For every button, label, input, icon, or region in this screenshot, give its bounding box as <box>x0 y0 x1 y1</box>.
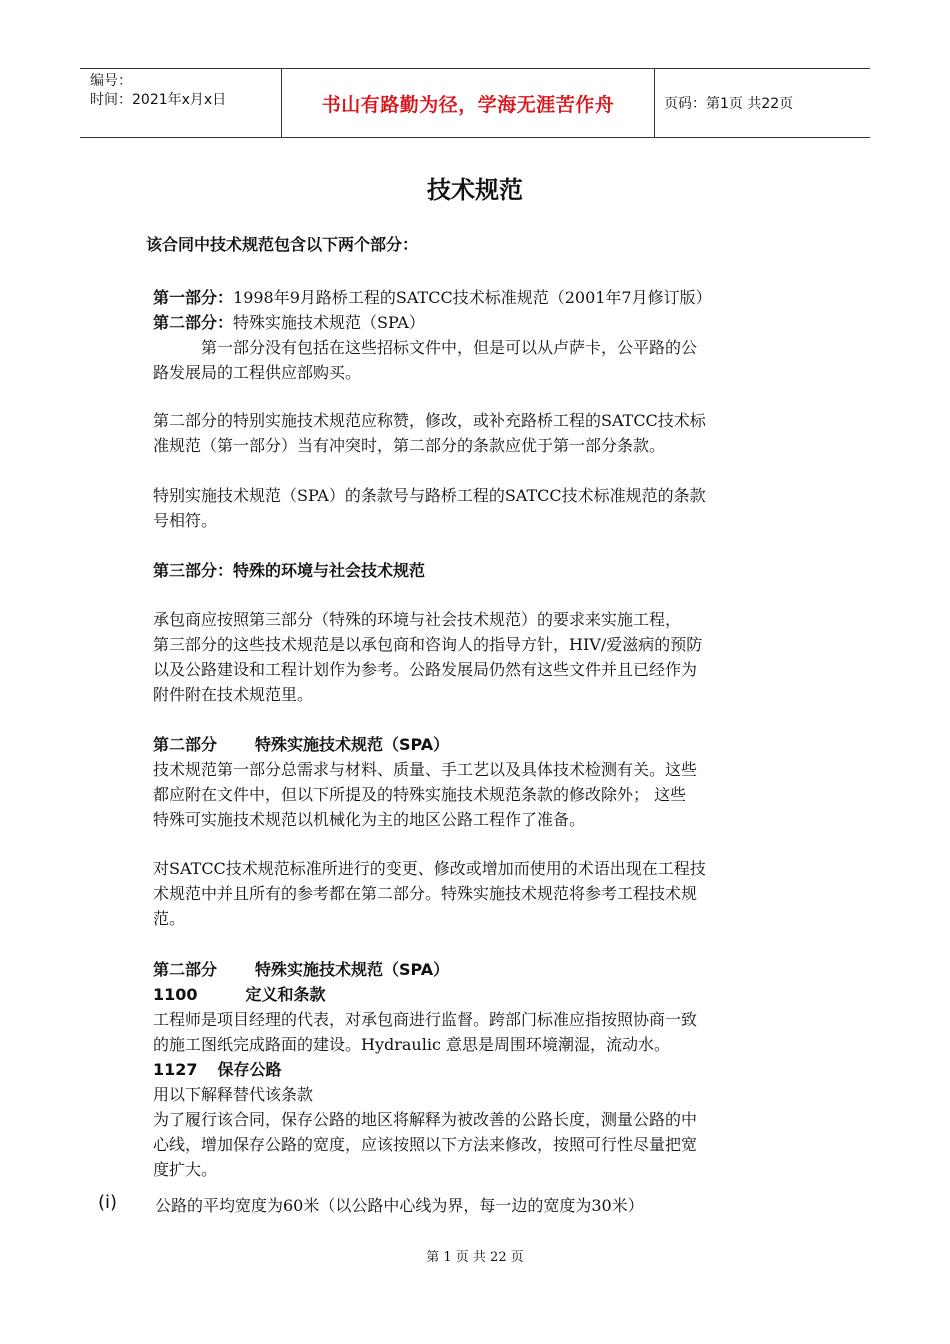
part1-text: 1998年9月路桥工程的SATCC技术标准规范（2001年7月修订版） <box>233 288 712 307</box>
section2-heading-b-text: 特殊实施技术规范（SPA） <box>255 960 450 979</box>
clause-1127-heading <box>153 1057 813 1082</box>
item-i-text: 公路的平均宽度为60米（以公路中心线为界，每一边的宽度为30米） <box>155 1196 644 1215</box>
section2-heading-a-text: 特殊实施技术规范（SPA） <box>255 735 450 754</box>
para6-line2: 术规范中并且所有的参考都在第二部分。特殊实施技术规范将参考工程技术规 <box>153 884 698 903</box>
clause-1100-num: 1100 <box>153 985 198 1004</box>
page-footer: 第 1 页 共 22 页 <box>426 1250 524 1265</box>
part3-heading: 第三部分：特殊的环境与社会技术规范 <box>153 561 426 580</box>
para3-line2: 号相符。 <box>153 511 218 530</box>
para7-line2: 的施工图纸完成路面的建设。Hydraulic 意思是周围环境潮湿，流动水。 <box>153 1035 671 1054</box>
item-i-marker: (i) <box>98 1192 118 1213</box>
section2-heading-a-label: 第二部分 <box>153 735 218 754</box>
clause-1100-heading <box>153 982 813 1007</box>
para1-line1: 第一部分没有包括在这些招标文件中，但是可以从卢萨卡，公平路的公 <box>201 338 698 357</box>
para4-line3: 以及公路建设和工程计划作为参考。公路发展局仍然有这些文件并且已经作为 <box>153 660 698 679</box>
part1-line <box>153 285 813 310</box>
clause-1127-title: 保存公路 <box>217 1060 282 1079</box>
para9-line2: 心线，增加保存公路的宽度，应该按照以下方法来修改，按照可行性尽量把宽 <box>153 1135 698 1154</box>
para2-line2: 准规范（第一部分）当有冲突时，第二部分的条款应优于第一部分条款。 <box>153 436 666 455</box>
para4-line1: 承包商应按照第三部分（特殊的环境与社会技术规范）的要求来实施工程， <box>153 610 682 629</box>
section2-heading-a <box>153 732 813 757</box>
para3-line1: 特别实施技术规范（SPA）的条款号与路桥工程的SATCC技术标准规范的条款 <box>153 486 706 505</box>
header-motto: 书山有路勤为径，学海无涯苦作舟 <box>282 69 655 137</box>
part2-label: 第二部分： <box>153 313 234 332</box>
header-meta <box>80 69 282 137</box>
clause-1100-title: 定义和条款 <box>245 985 326 1004</box>
document-title: 技术规范 <box>427 176 523 204</box>
para5-line3: 特殊可实施技术规范以机械化为主的地区公路工程作了准备。 <box>153 810 586 829</box>
section2-heading-b <box>153 957 813 982</box>
para9-line1: 为了履行该合同，保存公路的地区将解释为被改善的公路长度，测量公路的中 <box>153 1110 698 1129</box>
para9-line3: 度扩大。 <box>153 1160 218 1179</box>
time-label: 时间：2021年x月x日 <box>90 92 227 108</box>
part2-text: 特殊实施技术规范（SPA） <box>233 313 425 332</box>
para8: 用以下解释替代该条款 <box>153 1085 314 1104</box>
para4-line2: 第三部分的这些技术规范是以承包商和咨询人的指导方针，HIV/爱滋病的预防 <box>153 635 703 654</box>
clause-1127-num: 1127 <box>153 1060 198 1079</box>
para2-line1: 第二部分的特别实施技术规范应称赞，修改，或补充路桥工程的SATCC技术标 <box>153 411 706 430</box>
header-page-label: 页码：第1页 共22页 <box>664 96 794 112</box>
part2-line <box>153 310 813 335</box>
number-label: 编号： <box>90 73 132 89</box>
para5-line2: 都应附在文件中，但以下所提及的特殊实施技术规范条款的修改除外； 这些 <box>153 785 687 804</box>
part1-label: 第一部分： <box>153 288 234 307</box>
para6-line3: 范。 <box>153 909 186 928</box>
intro-text: 该合同中技术规范包含以下两个部分： <box>146 235 419 254</box>
para7-line1: 工程师是项目经理的代表，对承包商进行监督。跨部门标准应指按照协商一致 <box>153 1010 698 1029</box>
para5-line1: 技术规范第一部分总需求与材料、质量、手工艺以及具体技术检测有关。这些 <box>153 760 698 779</box>
header-table <box>80 68 870 138</box>
para4-line4: 附件附在技术规范里。 <box>153 685 314 704</box>
para6-line1: 对SATCC技术规范标准所进行的变更、修改或增加而使用的术语出现在工程技 <box>153 859 706 878</box>
section2-heading-b-label: 第二部分 <box>153 960 218 979</box>
para1-line2: 路发展局的工程供应部购买。 <box>153 363 362 382</box>
